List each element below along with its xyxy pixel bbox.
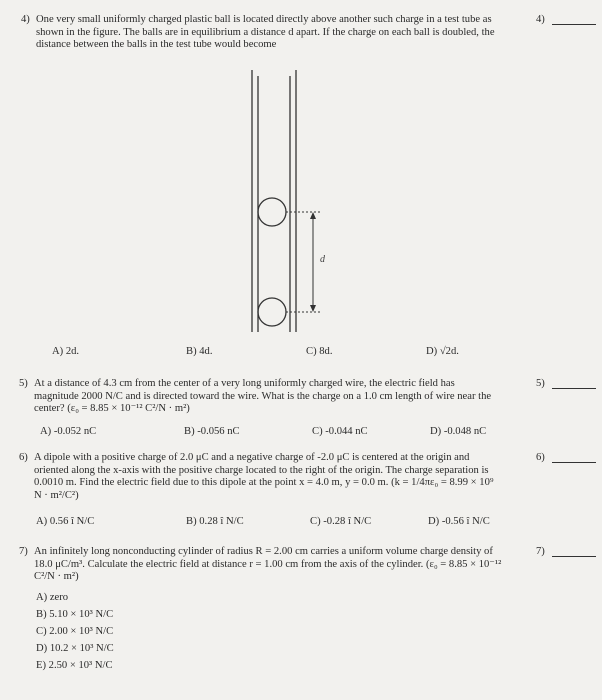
answer-blank-6[interactable] [552, 462, 596, 463]
answer-number-6: 6) [536, 452, 545, 463]
q5-choice-d[interactable]: D) -0.048 nC [430, 426, 487, 437]
q7-choice-e[interactable]: E) 2.50 × 10³ N/C [36, 660, 113, 671]
q7-choice-d[interactable]: D) 10.2 × 10³ N/C [36, 643, 114, 654]
q7-choice-b[interactable]: B) 5.10 × 10³ N/C [36, 609, 114, 620]
q7-choice-c[interactable]: C) 2.00 × 10³ N/C [36, 626, 114, 637]
q7-choice-a[interactable]: A) zero [36, 592, 69, 603]
q4-choice-d[interactable]: D) √2d. [426, 346, 459, 357]
q4-choice-a[interactable]: A) 2d. [52, 346, 80, 357]
answer-blank-5[interactable] [552, 388, 596, 389]
q6-choice-a[interactable]: A) 0.56 î N/C [36, 516, 95, 527]
q4-choice-c[interactable]: C) 8d. [306, 346, 333, 357]
question-number: 4) [21, 14, 30, 25]
q4-choice-b[interactable]: B) 4d. [186, 346, 213, 357]
lower-ball [258, 298, 286, 326]
q5-choice-a[interactable]: A) -0.052 nC [40, 426, 97, 437]
q5-choice-c[interactable]: C) -0.044 nC [312, 426, 368, 437]
answer-number-7: 7) [536, 546, 545, 557]
question-text: An infinitely long nonconducting cylinder of radius R = 2.00 cm carries a uniform volume charge density of 18.0 μC/m³. Calculate the electric field at distance r = 1.00 cm from the axis of the cylinder. (ε₀ = 8.85 × 10⁻¹² C²/N · m²) [34, 546, 502, 583]
q5-choice-b[interactable]: B) -0.056 nC [184, 426, 240, 437]
q6-choice-d[interactable]: D) -0.56 î N/C [428, 516, 490, 527]
q6-choice-c[interactable]: C) -0.28 î N/C [310, 516, 372, 527]
answer-number-5: 5) [536, 378, 545, 389]
question-text: At a distance of 4.3 cm from the center of a very long uniformly charged wire, the electric field has magnitude 2000 N/C and is directed toward the wire. What is the charge on a 1.0 cm length of wire near the center? (ε₀ = 8.85 × 10⁻¹² C²/N · m²) [34, 378, 492, 415]
answer-blank-4[interactable] [552, 24, 596, 25]
upper-ball [258, 198, 286, 226]
test-tube-figure [234, 70, 334, 332]
question-number: 5) [19, 378, 28, 389]
question-number: 6) [19, 452, 28, 463]
answer-blank-7[interactable] [552, 556, 596, 557]
q6-choice-b[interactable]: B) 0.28 î N/C [186, 516, 244, 527]
answer-number-4: 4) [536, 14, 545, 25]
distance-label: d [320, 254, 325, 265]
question-number: 7) [19, 546, 28, 557]
question-text: One very small uniformly charged plastic ball is located directly above another such charge in a test tube as shown in the figure. The balls are in equilibrium a distance d apart. If the charge on each ball is doubled, the distance between the balls in the test tube would become [36, 14, 495, 51]
question-text: A dipole with a positive charge of 2.0 μC and a negative charge of -2.0 μC is centered at the origin and oriented along the x-axis with the positive charge located to the right of the origin. The charge separation is 0.0010 m. Find the electric field due to this dipole at the point x = 4.0 m, y = 0.0 m. (k = 1/4πε₀ = 8.99 × 10⁹ N · m²/C²) [34, 452, 494, 501]
